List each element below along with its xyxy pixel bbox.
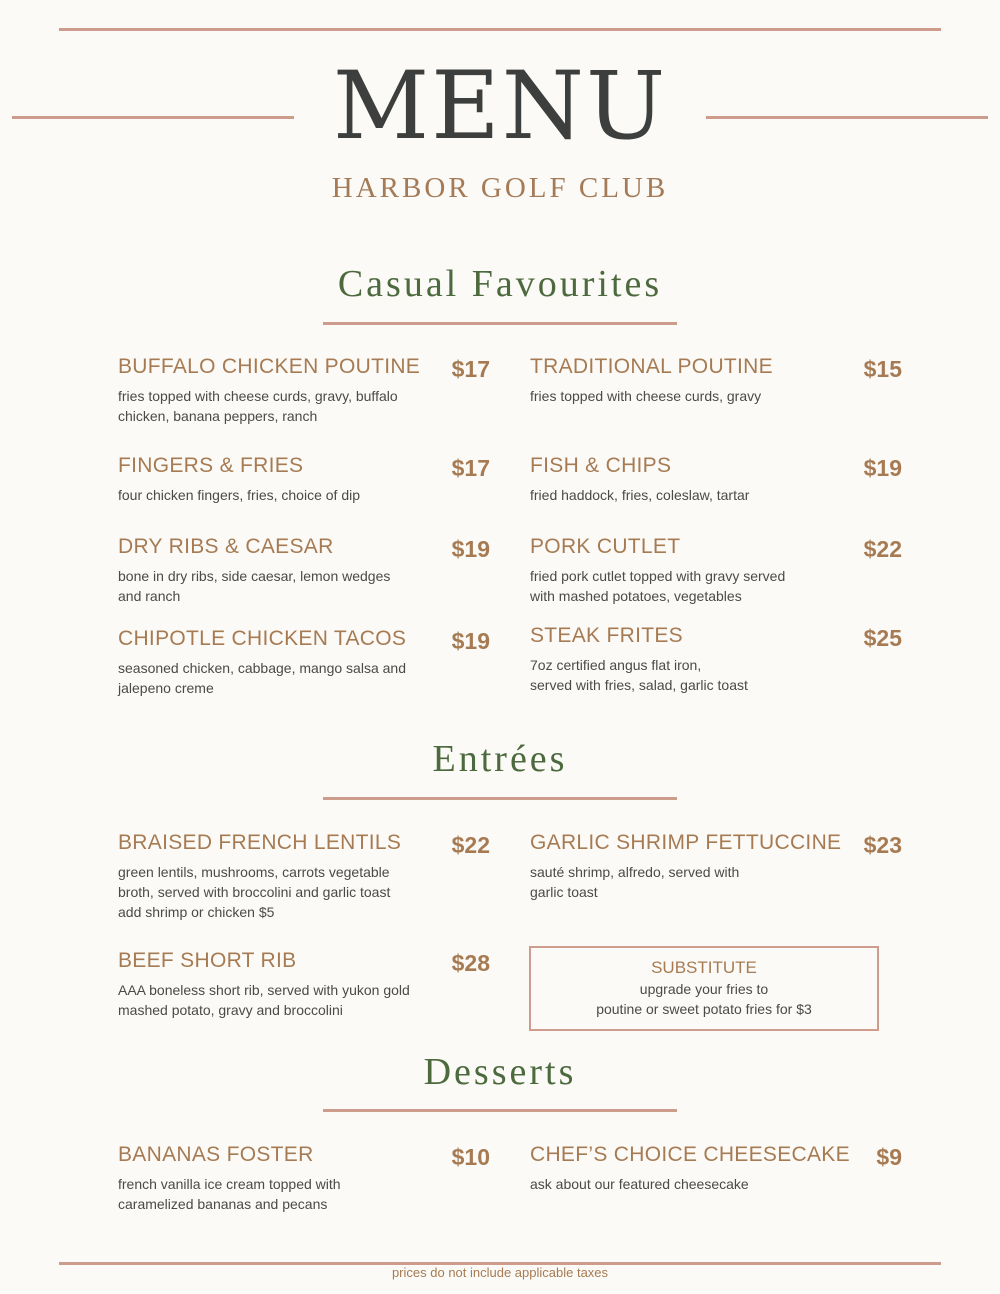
item-name: BEEF SHORT RIB bbox=[118, 949, 297, 972]
tax-note: prices do not include applicable taxes bbox=[391, 1265, 609, 1280]
item-name: BRAISED FRENCH LENTILS bbox=[118, 831, 402, 854]
substitute-line: upgrade your fries to bbox=[639, 981, 769, 997]
substitute-title: SUBSTITUTE bbox=[651, 958, 757, 977]
menu-item-bananas-foster bbox=[118, 1142, 508, 1214]
item-description: sauté shrimp, alfredo, served with garlic toast bbox=[530, 864, 740, 900]
item-name: TRADITIONAL POUTINE bbox=[530, 355, 773, 378]
menu-item-pork-cutlet bbox=[530, 534, 920, 606]
section-title-desserts: Desserts bbox=[423, 1051, 577, 1093]
item-description: four chicken fingers, fries, choice of dip bbox=[118, 487, 361, 503]
substitute-line: poutine or sweet potato fries for $3 bbox=[596, 1001, 812, 1017]
section-title-entrees: Entrées bbox=[432, 738, 568, 780]
item-description: french vanilla ice cream topped with caramelized bananas and pecans bbox=[118, 1176, 341, 1212]
item-description: fries topped with cheese curds, gravy, buffalo chicken, banana peppers, ranch bbox=[118, 388, 398, 424]
item-price: $22 bbox=[863, 536, 902, 562]
item-description: seasoned chicken, cabbage, mango salsa and jalepeno creme bbox=[118, 660, 406, 696]
item-name: BANANAS FOSTER bbox=[118, 1143, 314, 1166]
item-price: $17 bbox=[451, 356, 490, 382]
item-name: PORK CUTLET bbox=[530, 535, 681, 558]
item-name: STEAK FRITES bbox=[530, 624, 683, 647]
item-name: FISH & CHIPS bbox=[530, 454, 672, 477]
menu-item-chefs-choice-cheesecake bbox=[530, 1142, 920, 1194]
menu-item-chipotle-chicken-tacos bbox=[118, 626, 508, 698]
item-description: bone in dry ribs, side caesar, lemon wedges and ranch bbox=[118, 568, 391, 604]
item-price: $28 bbox=[451, 950, 490, 976]
section-rule-desserts bbox=[323, 1109, 677, 1112]
item-description: fries topped with cheese curds, gravy bbox=[530, 388, 762, 404]
item-price: $10 bbox=[451, 1144, 490, 1170]
item-name: CHEF’S CHOICE CHEESECAKE bbox=[530, 1143, 850, 1166]
menu-item-steak-frites bbox=[530, 623, 920, 695]
top-rule bbox=[59, 28, 941, 31]
item-price: $19 bbox=[863, 455, 902, 481]
section-rule-entrees bbox=[323, 797, 677, 800]
menu-item-buffalo-chicken-poutine bbox=[118, 354, 508, 426]
item-price: $25 bbox=[863, 625, 902, 651]
item-description: fried haddock, fries, coleslaw, tartar bbox=[530, 487, 750, 503]
item-description: ask about our featured cheesecake bbox=[530, 1176, 749, 1192]
item-name: DRY RIBS & CAESAR bbox=[118, 535, 334, 558]
item-description: green lentils, mushrooms, carrots vegetable broth, served with broccolini and garlic toast add shrimp or chicken $5 bbox=[118, 864, 391, 920]
section-rule-casual bbox=[323, 322, 677, 325]
substitute-box bbox=[529, 946, 879, 1031]
item-price: $22 bbox=[451, 832, 490, 858]
item-name: BUFFALO CHICKEN POUTINE bbox=[118, 355, 421, 378]
item-price: $23 bbox=[863, 832, 902, 858]
menu-item-dry-ribs-caesar bbox=[118, 534, 508, 606]
item-price: $17 bbox=[451, 455, 490, 481]
item-price: $15 bbox=[863, 356, 902, 382]
section-title-casual: Casual Favourites bbox=[337, 263, 663, 305]
menu-item-fish-chips bbox=[530, 453, 920, 505]
item-name: CHIPOTLE CHICKEN TACOS bbox=[118, 627, 407, 650]
item-price: $19 bbox=[451, 628, 490, 654]
item-price: $19 bbox=[451, 536, 490, 562]
club-name: HARBOR GOLF CLUB bbox=[331, 172, 669, 204]
menu-item-garlic-shrimp-fettuccine bbox=[530, 830, 920, 902]
menu-title: MENU bbox=[332, 52, 668, 161]
item-price: $9 bbox=[876, 1144, 902, 1170]
item-description: fried pork cutlet topped with gravy served with mashed potatoes, vegetables bbox=[530, 568, 786, 604]
item-name: GARLIC SHRIMP FETTUCCINE bbox=[530, 831, 842, 854]
menu-item-braised-french-lentils bbox=[118, 830, 508, 922]
menu-item-beef-short-rib bbox=[118, 948, 508, 1020]
menu-item-traditional-poutine bbox=[530, 354, 920, 406]
item-description: AAA boneless short rib, served with yukon gold mashed potato, gravy and broccolini bbox=[118, 982, 410, 1018]
item-name: FINGERS & FRIES bbox=[118, 454, 304, 477]
menu-item-fingers-fries bbox=[118, 453, 508, 505]
item-description: 7oz certified angus flat iron, served with fries, salad, garlic toast bbox=[530, 657, 748, 693]
